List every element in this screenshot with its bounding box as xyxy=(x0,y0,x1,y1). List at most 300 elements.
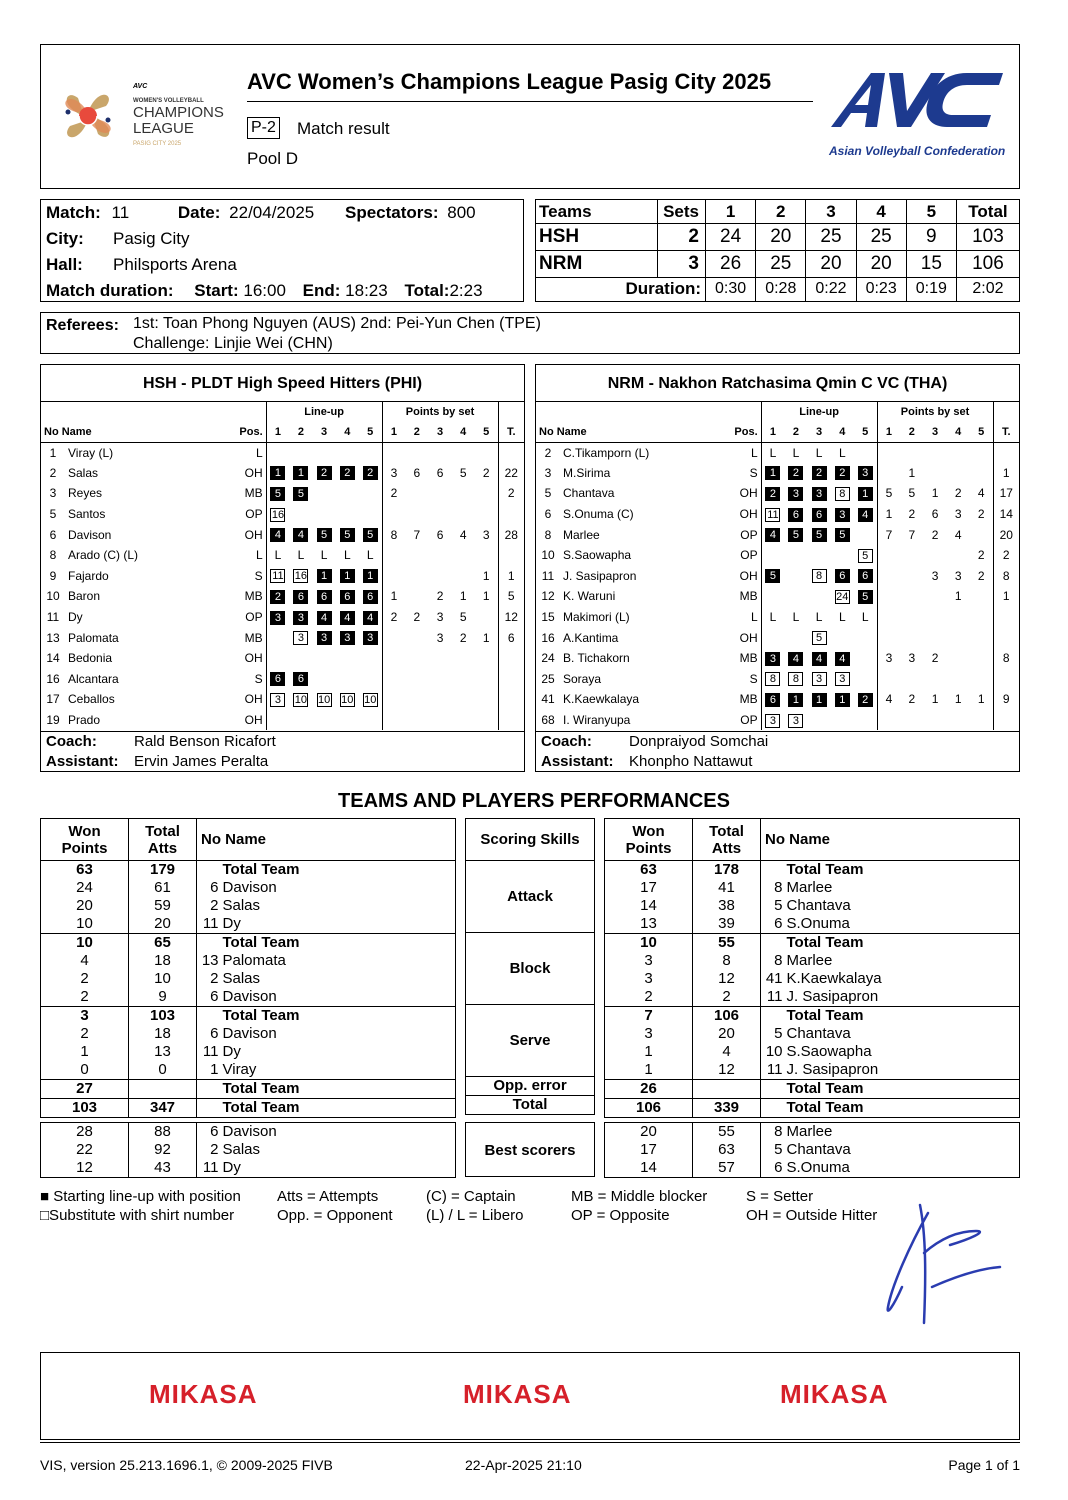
player-name: S.Onuma xyxy=(787,915,1020,934)
player-number: 6 xyxy=(761,1159,787,1178)
lineup-start: 4 xyxy=(788,652,803,666)
player-position: S xyxy=(254,568,263,583)
lineup-cell xyxy=(313,442,336,463)
points-set xyxy=(970,524,993,545)
lineup-sub: 3 xyxy=(270,693,285,707)
spectators-value: 800 xyxy=(447,203,476,222)
points-total xyxy=(993,669,1019,690)
won-points: 10 xyxy=(41,934,129,953)
col-header: 5 xyxy=(970,422,993,442)
set-duration: 0:23 xyxy=(856,277,906,301)
lineup-cell xyxy=(313,483,336,504)
points-total: 9 xyxy=(993,689,1019,710)
player-name: Dy xyxy=(68,610,83,625)
lineup-sub: 8 xyxy=(812,569,827,583)
player-name: C.Tikamporn (L) xyxy=(563,445,650,460)
player-number: 8 xyxy=(544,527,552,542)
lineup-cell xyxy=(313,504,336,525)
col-set2: 2 xyxy=(756,200,806,224)
lineup-start: 2 xyxy=(788,466,803,480)
lineup-cell xyxy=(336,463,359,484)
sets-won: 2 xyxy=(658,224,706,251)
player-name: Total Team xyxy=(223,934,456,953)
player-number: 41 xyxy=(541,692,555,707)
points-set xyxy=(382,627,405,648)
perf-row xyxy=(41,915,456,934)
lineup-start: 2 xyxy=(765,487,780,501)
lineup-start: 1 xyxy=(765,466,780,480)
lineup-cell xyxy=(831,566,854,587)
won-points: 106 xyxy=(605,1099,693,1118)
roster-row xyxy=(536,442,1019,463)
atts-header: Total Atts xyxy=(693,819,761,861)
lineup-cell xyxy=(854,710,877,731)
points-header: Points by set xyxy=(382,402,498,422)
points-set: 3 xyxy=(954,507,962,522)
skills-header-cell: Scoring Skills xyxy=(466,819,595,861)
total-atts: 41 xyxy=(693,879,761,897)
points-set xyxy=(970,607,993,628)
points-set xyxy=(970,648,993,669)
lineup-cell xyxy=(808,689,831,710)
perf-table-hsh xyxy=(40,818,456,1118)
points-total xyxy=(993,607,1019,628)
points-set xyxy=(452,504,475,525)
lineup-cell xyxy=(784,627,807,648)
title-rule xyxy=(247,101,813,102)
perf-row xyxy=(605,915,1020,934)
player-number: 11 xyxy=(541,568,555,583)
lineup-cell xyxy=(266,524,289,545)
points-set xyxy=(475,483,498,504)
pos-header: Pos. xyxy=(230,422,266,442)
points-set: 8 xyxy=(382,524,405,545)
lineup-start: 3 xyxy=(340,631,355,645)
won-points: 22 xyxy=(41,1141,129,1159)
points-set xyxy=(428,545,451,566)
total-atts: 178 xyxy=(693,861,761,880)
col-header: 3 xyxy=(923,422,946,442)
lineup-sub: 3 xyxy=(835,672,850,686)
player-name: Makimori (L) xyxy=(563,610,630,625)
set-scores-header xyxy=(536,200,1020,224)
points-set xyxy=(947,627,970,648)
points-set xyxy=(382,442,405,463)
referees xyxy=(40,312,1020,354)
end-value: 18:23 xyxy=(345,281,388,300)
lineup-start: 4 xyxy=(270,528,285,542)
lineup-cell xyxy=(289,545,312,566)
points-set xyxy=(382,669,405,690)
player-name: Chantava xyxy=(787,1141,1020,1159)
col-header: 5 xyxy=(359,422,382,442)
sponsor-logo: MIKASA xyxy=(463,1379,572,1409)
lineup-cell xyxy=(266,669,289,690)
points-set xyxy=(877,442,900,463)
skill-row xyxy=(466,861,595,933)
match-date: 22/04/2025 xyxy=(229,203,315,222)
roster-table xyxy=(536,402,1019,730)
player-number: 25 xyxy=(541,671,555,686)
lineup-start: 2 xyxy=(317,466,332,480)
lineup-cell xyxy=(266,442,289,463)
performance-title: TEAMS AND PLAYERS PERFORMANCES xyxy=(338,790,730,812)
lineup-cell xyxy=(359,463,382,484)
lineup-cell xyxy=(784,607,807,628)
won-points: 20 xyxy=(41,897,129,915)
player-number xyxy=(761,934,787,953)
total-duration: 2:02 xyxy=(956,277,1019,301)
roster-row xyxy=(41,710,524,731)
duration-label: Duration: xyxy=(536,277,706,301)
lineup-sub: 11 xyxy=(272,570,284,583)
col-header: 1 xyxy=(382,422,405,442)
legend-oh: OH = Outside Hitter xyxy=(746,1207,878,1224)
points-total xyxy=(498,442,524,463)
player-position: OH xyxy=(739,630,758,645)
avc-logo-sub: Asian Volleyball Confederation xyxy=(829,144,1006,158)
lineup-start: 3 xyxy=(788,487,803,501)
lineup-start: 5 xyxy=(293,487,308,501)
referees-label: Referees: xyxy=(46,317,119,334)
match-number: 11 xyxy=(111,203,130,222)
lineup-cell xyxy=(359,710,382,731)
blank-cell xyxy=(498,402,524,422)
points-set xyxy=(923,627,946,648)
points-set: 2 xyxy=(977,548,985,563)
lineup-cell xyxy=(313,566,336,587)
points-set xyxy=(405,566,428,587)
lineup-cell xyxy=(808,648,831,669)
team-name: NRM - Nakhon Ratchasima Qmin C VC (THA) xyxy=(536,365,1019,402)
lineup-cell xyxy=(289,648,312,669)
page-title: AVC Women’s Champions League Pasig City 2025 xyxy=(247,69,772,94)
total-atts: 9 xyxy=(129,988,197,1007)
lineup-libero: L xyxy=(861,610,869,625)
lineup-libero: L xyxy=(838,610,846,625)
perf-row xyxy=(41,1099,456,1118)
set-score: 24 xyxy=(706,224,756,251)
set-durations xyxy=(536,277,1020,301)
lineup-cell xyxy=(831,483,854,504)
total-atts: 61 xyxy=(129,879,197,897)
skill-name: Block xyxy=(466,933,595,1005)
set-score: 25 xyxy=(806,224,856,251)
legend-mb: MB = Middle blocker xyxy=(571,1188,708,1205)
points-set: 2 xyxy=(977,507,985,522)
player-number xyxy=(197,1080,223,1099)
points-total: 2 xyxy=(498,483,524,504)
player-position: S xyxy=(254,671,263,686)
points-set xyxy=(405,710,428,731)
lineup-start: 2 xyxy=(858,693,873,707)
player-number: 9 xyxy=(49,568,57,583)
lineup-cell xyxy=(831,504,854,525)
lineup-start: 2 xyxy=(812,466,827,480)
points-set xyxy=(923,586,946,607)
set-score: 20 xyxy=(756,224,806,251)
won-points: 3 xyxy=(605,952,693,970)
points-set: 2 xyxy=(908,692,916,707)
points-set xyxy=(900,710,923,731)
player-name: S.Saowapha xyxy=(787,1043,1020,1061)
perf-header xyxy=(41,819,456,861)
doc-label: Match result xyxy=(297,119,390,138)
player-number: 8 xyxy=(49,548,57,563)
points-set xyxy=(475,607,498,628)
player-number: 5 xyxy=(761,897,787,915)
points-total: 28 xyxy=(498,524,524,545)
total-atts: 55 xyxy=(693,1123,761,1142)
points-total xyxy=(993,442,1019,463)
lineup-cell xyxy=(761,689,784,710)
points-header: Points by set xyxy=(877,402,993,422)
lineup-start: 5 xyxy=(340,528,355,542)
points-set xyxy=(405,545,428,566)
set-score: 20 xyxy=(806,250,856,277)
won-points: 7 xyxy=(605,1007,693,1026)
lineup-cell xyxy=(831,710,854,731)
pos-header: Pos. xyxy=(725,422,761,442)
lineup-cell xyxy=(831,648,854,669)
lineup-cell xyxy=(359,524,382,545)
lineup-start: 4 xyxy=(340,611,355,625)
lineup-cell xyxy=(784,524,807,545)
perf-row xyxy=(41,988,456,1007)
lineup-cell xyxy=(266,607,289,628)
points-set: 4 xyxy=(954,527,962,542)
points-set: 3 xyxy=(931,568,939,583)
points-set xyxy=(877,627,900,648)
roster-row xyxy=(536,566,1019,587)
lineup-start: 5 xyxy=(788,528,803,542)
total-atts: 12 xyxy=(693,1061,761,1080)
player-number: 1 xyxy=(197,1061,223,1080)
lineup-cell xyxy=(831,545,854,566)
header-box xyxy=(40,44,1020,189)
player-name: Baron xyxy=(68,589,101,604)
roster-row xyxy=(536,669,1019,690)
player-name: Marlee xyxy=(787,1123,1020,1142)
player-position: OH xyxy=(244,651,263,666)
player-name: Total Team xyxy=(787,1007,1020,1026)
points-set: 1 xyxy=(977,692,985,707)
player-name: Davison xyxy=(223,879,456,897)
hall-value: Philsports Arena xyxy=(113,255,237,274)
points-set: 4 xyxy=(459,527,467,542)
player-name: Palomata xyxy=(223,952,456,970)
lineup-cell xyxy=(854,504,877,525)
player-position: OH xyxy=(739,486,758,501)
player-position: L xyxy=(750,445,758,460)
best-row xyxy=(41,1159,456,1178)
points-set xyxy=(970,463,993,484)
won-points: 63 xyxy=(41,861,129,880)
set-score: 25 xyxy=(756,250,806,277)
col-header: 2 xyxy=(900,422,923,442)
lineup-cell xyxy=(313,607,336,628)
total-atts: 347 xyxy=(129,1099,197,1118)
lineup-cell xyxy=(854,524,877,545)
lineup-sub: 5 xyxy=(812,631,827,645)
end-label: End: xyxy=(302,281,341,300)
player-position: OP xyxy=(740,713,758,728)
points-total xyxy=(498,669,524,690)
skill-row xyxy=(466,1096,595,1115)
lineup-sub: 11 xyxy=(767,508,779,521)
player-name: Davison xyxy=(223,988,456,1007)
set-score: 26 xyxy=(706,250,756,277)
lineup-sub: 3 xyxy=(765,714,780,728)
lineup-cell xyxy=(336,627,359,648)
lineup-start: 4 xyxy=(835,652,850,666)
lineup-cell xyxy=(266,545,289,566)
points-set xyxy=(428,483,451,504)
points-set xyxy=(475,710,498,731)
points-set xyxy=(428,710,451,731)
perf-row xyxy=(41,952,456,970)
coach-label: Coach: xyxy=(541,733,592,750)
set-duration: 0:28 xyxy=(756,277,806,301)
player-name: Total Team xyxy=(223,1099,456,1118)
lineup-start: 5 xyxy=(765,569,780,583)
lineup-start: 4 xyxy=(363,611,378,625)
points-set: 1 xyxy=(459,589,467,604)
won-points: 63 xyxy=(605,861,693,880)
roster-header-cols xyxy=(41,422,524,442)
lineup-cell xyxy=(359,545,382,566)
roster-row xyxy=(41,463,524,484)
player-name: Arado (C) (L) xyxy=(68,548,139,563)
points-set xyxy=(428,566,451,587)
event-logo-line2: CHAMPIONS xyxy=(133,104,224,121)
lineup-cell xyxy=(359,442,382,463)
points-total: 5 xyxy=(498,586,524,607)
lineup-cell xyxy=(313,463,336,484)
points-set: 6 xyxy=(413,465,421,480)
player-name: Dy xyxy=(223,1043,456,1061)
skill-row xyxy=(466,933,595,1005)
col-header: 3 xyxy=(313,422,336,442)
points-set: 2 xyxy=(908,507,916,522)
player-name: J. Sasipapron xyxy=(787,1061,1020,1080)
points-set xyxy=(452,566,475,587)
points-set: 1 xyxy=(954,589,962,604)
lineup-cell xyxy=(336,648,359,669)
event-logo-line4: PASIG CITY 2025 xyxy=(133,141,182,147)
player-name: Reyes xyxy=(68,486,103,501)
perf-row xyxy=(605,1080,1020,1099)
points-set: 1 xyxy=(931,486,939,501)
lineup-sub: 10 xyxy=(317,693,331,706)
perf-row xyxy=(605,879,1020,897)
lineup-cell xyxy=(359,586,382,607)
lineup-cell xyxy=(854,689,877,710)
lineup-cell xyxy=(289,504,312,525)
points-set: 1 xyxy=(954,692,962,707)
player-name: Davison xyxy=(223,1123,456,1142)
points-set: 7 xyxy=(413,527,421,542)
player-position: S xyxy=(749,465,758,480)
lineup-cell xyxy=(289,607,312,628)
perf-row xyxy=(41,970,456,988)
player-name: Salas xyxy=(223,1141,456,1159)
lineup-cell xyxy=(289,524,312,545)
points-set xyxy=(475,442,498,463)
perf-row xyxy=(605,1007,1020,1026)
set-row-hsh xyxy=(536,224,1020,251)
lineup-cell xyxy=(808,586,831,607)
points-set xyxy=(923,607,946,628)
player-name: Marlee xyxy=(563,527,600,542)
points-total: 8 xyxy=(993,566,1019,587)
skill-name: Attack xyxy=(466,861,595,933)
lineup-cell xyxy=(266,566,289,587)
team-name: HSH - PLDT High Speed Hitters (PHI) xyxy=(41,365,524,402)
lineup-cell xyxy=(761,648,784,669)
won-points: 17 xyxy=(605,1141,693,1159)
points-set xyxy=(923,463,946,484)
roster-row xyxy=(41,566,524,587)
legend-substitute: □Substitute with shirt number xyxy=(40,1207,235,1224)
points-set xyxy=(877,669,900,690)
lineup-sub: 8 xyxy=(835,487,850,501)
team-code: NRM xyxy=(536,250,658,277)
player-name: Salas xyxy=(223,897,456,915)
perf-table-skills xyxy=(465,818,595,1115)
lineup-cell xyxy=(313,710,336,731)
footer-printed: 22-Apr-2025 21:10 xyxy=(465,1457,582,1473)
coach-block xyxy=(41,731,524,772)
won-points: 1 xyxy=(41,1043,129,1061)
lineup-cell xyxy=(784,504,807,525)
lineup-cell xyxy=(854,586,877,607)
points-set xyxy=(382,648,405,669)
lineup-cell xyxy=(854,627,877,648)
lineup-cell xyxy=(336,669,359,690)
points-set xyxy=(428,648,451,669)
points-total: 14 xyxy=(993,504,1019,525)
total-atts: 339 xyxy=(693,1099,761,1118)
lineup-cell xyxy=(336,442,359,463)
lineup-cell xyxy=(784,483,807,504)
col-header: 4 xyxy=(831,422,854,442)
lineup-cell xyxy=(313,689,336,710)
points-set xyxy=(405,442,428,463)
assistant-name: Ervin James Peralta xyxy=(134,753,269,770)
points-set xyxy=(900,607,923,628)
lineup-sub: 3 xyxy=(788,714,803,728)
points-set xyxy=(428,669,451,690)
lineup-sub: 8 xyxy=(788,672,803,686)
player-name: Dy xyxy=(223,1159,456,1178)
lineup-cell xyxy=(359,669,382,690)
roster-row xyxy=(41,648,524,669)
player-name: Prado xyxy=(68,713,101,728)
perf-row xyxy=(41,1061,456,1080)
lineup-cell xyxy=(808,710,831,731)
roster-row xyxy=(41,586,524,607)
points-set xyxy=(452,669,475,690)
col-header: 4 xyxy=(336,422,359,442)
assistant-label: Assistant: xyxy=(541,753,614,770)
lineup-cell xyxy=(808,627,831,648)
event-logo-line3: LEAGUE xyxy=(133,120,194,137)
player-number: 5 xyxy=(761,1025,787,1043)
points-set xyxy=(970,710,993,731)
player-name: Fajardo xyxy=(68,568,109,583)
lineup-cell xyxy=(784,442,807,463)
